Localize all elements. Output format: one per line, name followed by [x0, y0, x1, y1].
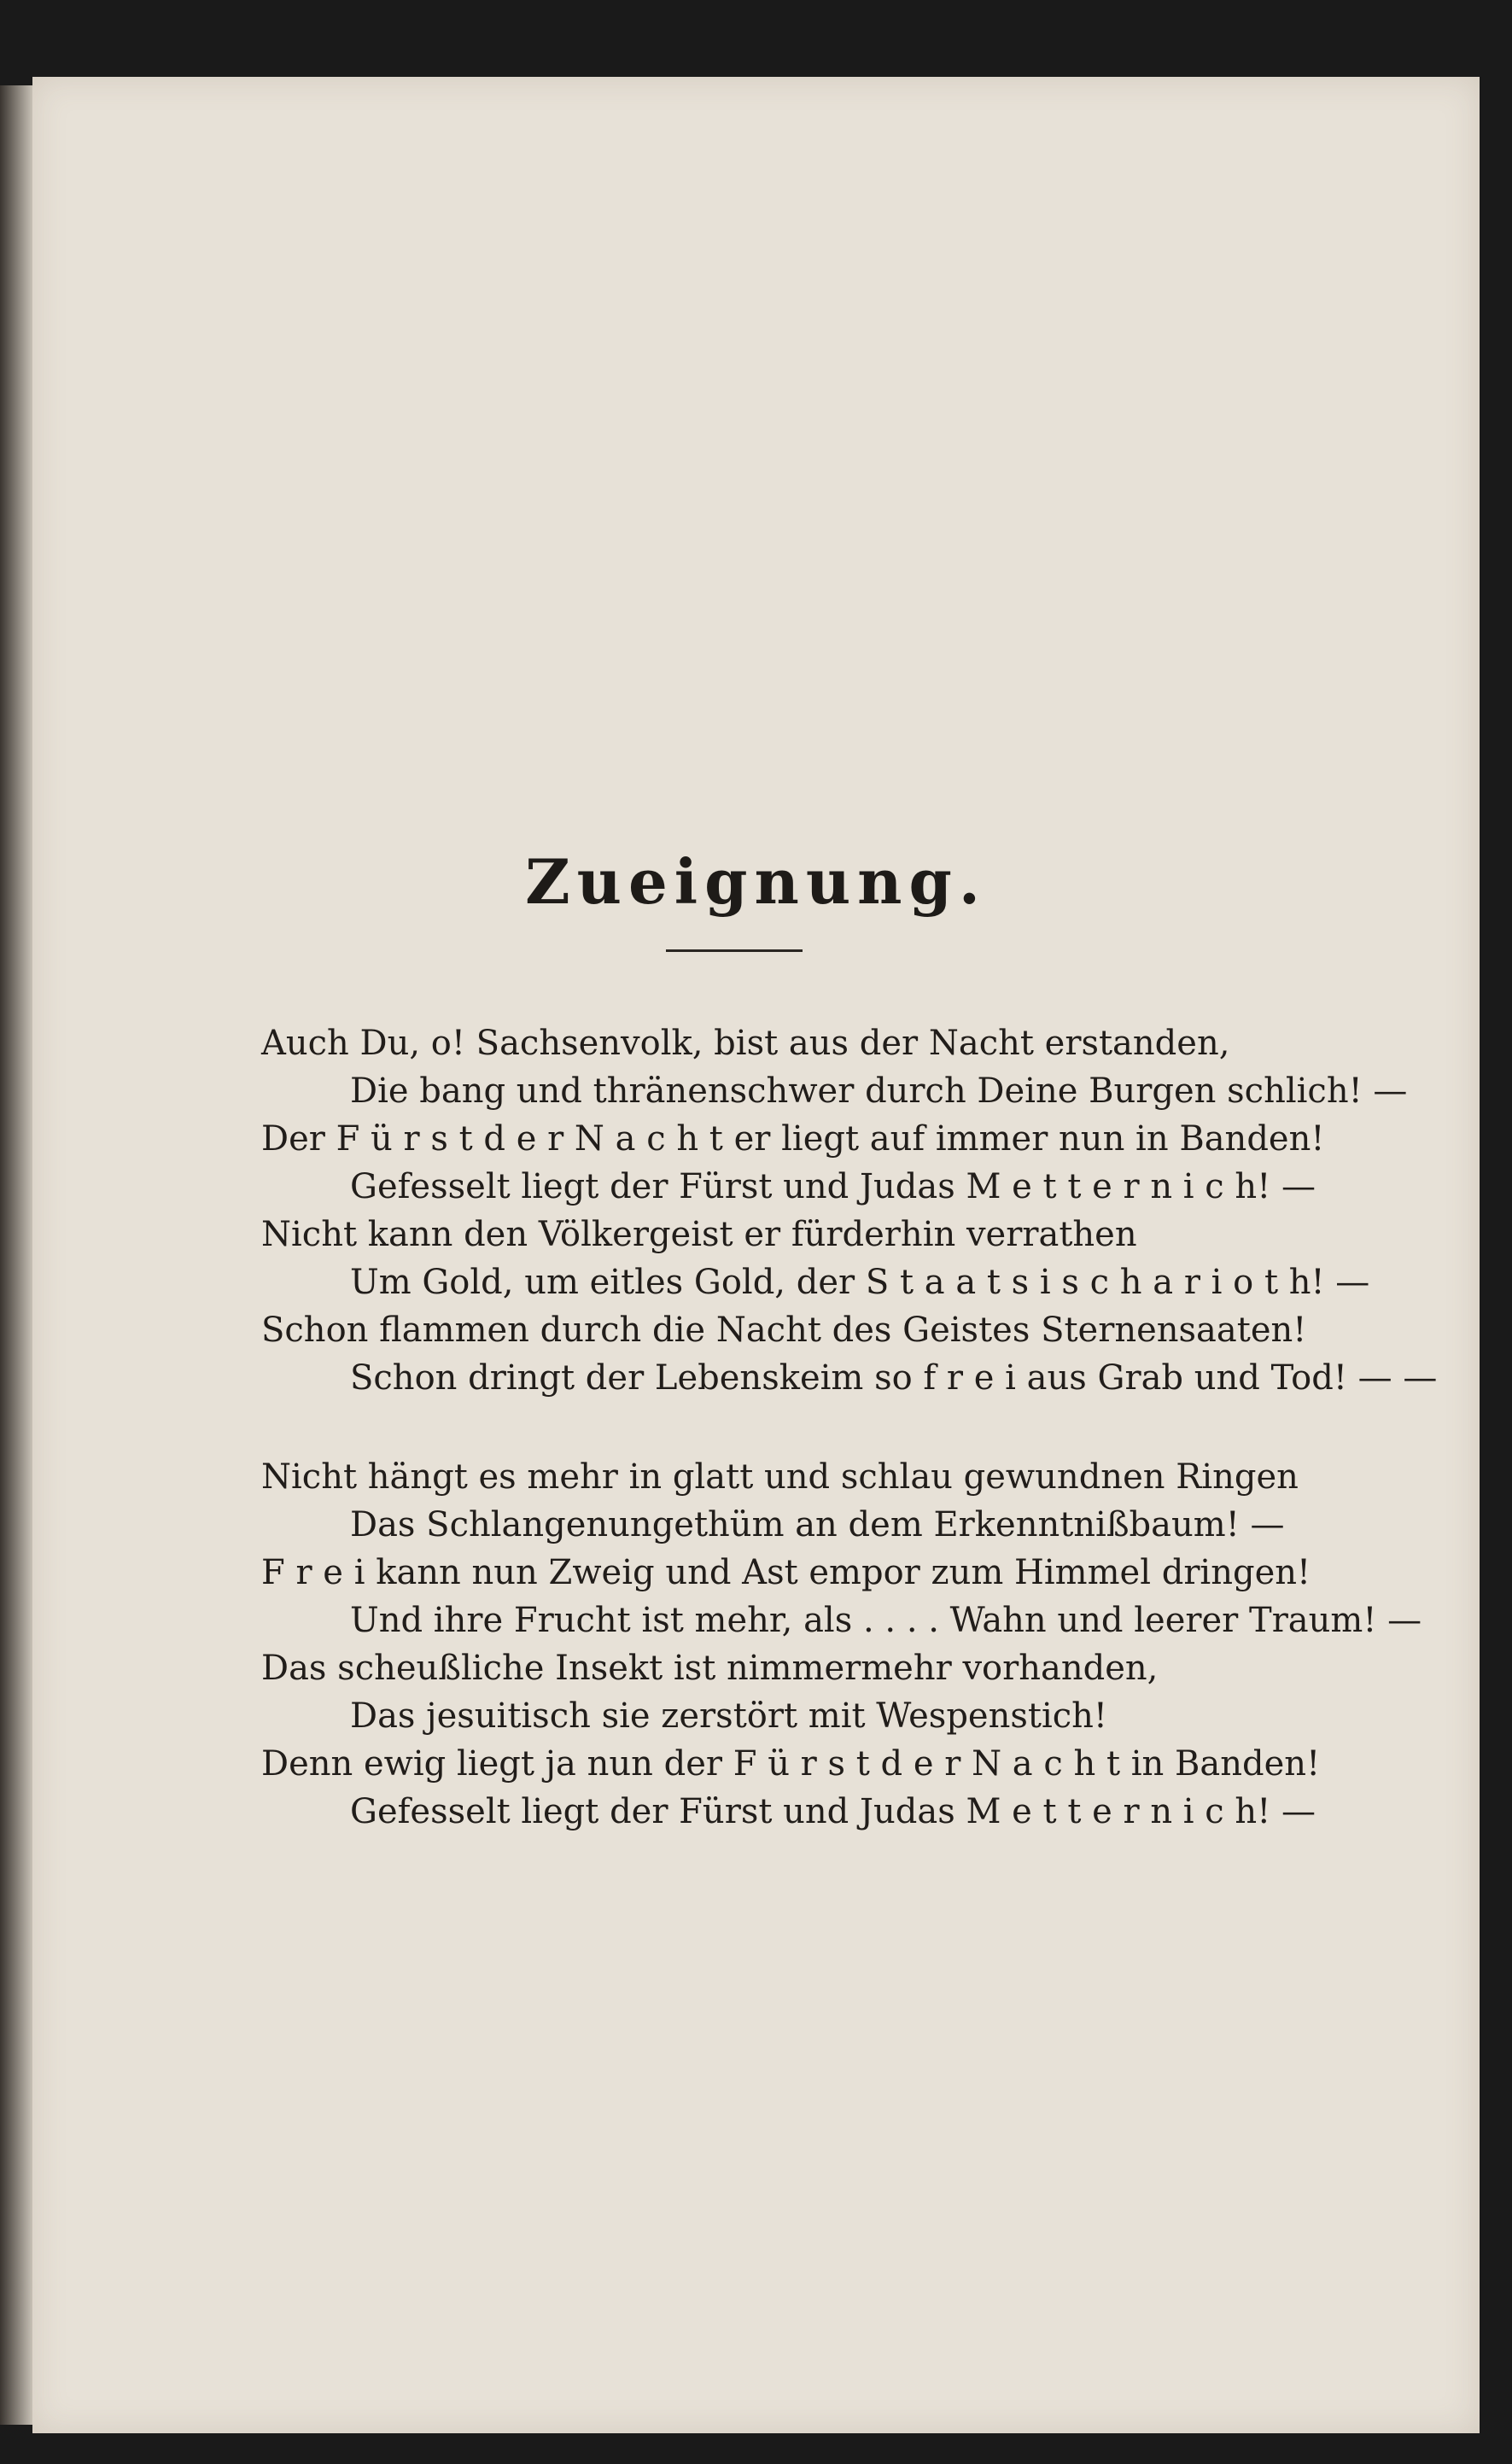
stanza2-line-8: Gefesselt liegt der Fürst und Judas M e t t e r n i c h! — — [350, 1792, 1316, 1831]
title-divider — [666, 949, 803, 952]
stanza2-line-6: Das jesuitisch sie zerstört mit Wespenstich! — [350, 1696, 1107, 1736]
page-edge-shadow — [0, 85, 34, 2425]
page-title: Zueignung. — [525, 845, 987, 918]
stanza2-line-2: Das Schlangenungethüm an dem Erkenntnißbaum! — — [350, 1505, 1285, 1544]
stanza1-line-6: Um Gold, um eitles Gold, der S t a a t s i s c h a r i o t h! — — [350, 1263, 1370, 1302]
stanza2-line-5: Das scheußliche Insekt ist nimmermehr vorhanden, — [261, 1649, 1159, 1688]
stanza1-line-4: Gefesselt liegt der Fürst und Judas M e t t e r n i c h! — — [350, 1167, 1316, 1206]
stanza1-line-8: Schon dringt der Lebenskeim so f r e i aus Grab und Tod! — — — [350, 1358, 1438, 1398]
book-page — [32, 77, 1480, 2433]
stanza2-line-1: Nicht hängt es mehr in glatt und schlau gewundnen Ringen — [261, 1457, 1299, 1497]
stanza2-line-4: Und ihre Frucht ist mehr, als . . . . Wahn und leerer Traum! — — [350, 1601, 1422, 1640]
stanza2-line-7: Denn ewig liegt ja nun der F ü r s t d e r N a c h t in Banden! — [261, 1744, 1321, 1784]
stanza1-line-3: Der F ü r s t d e r N a c h t er liegt auf immer nun in Banden! — [261, 1119, 1325, 1159]
stanza1-line-7: Schon flammen durch die Nacht des Geistes Sternensaaten! — [261, 1311, 1307, 1350]
stanza1-line-2: Die bang und thränenschwer durch Deine Burgen schlich! — — [350, 1071, 1408, 1111]
stanza1-line-5: Nicht kann den Völkergeist er fürderhin verrathen — [261, 1215, 1137, 1254]
stanza1-line-1: Auch Du, o! Sachsenvolk, bist aus der Nacht erstanden, — [261, 1024, 1230, 1063]
stanza2-line-3: F r e i kann nun Zweig und Ast empor zum Himmel dringen! — [261, 1553, 1311, 1592]
